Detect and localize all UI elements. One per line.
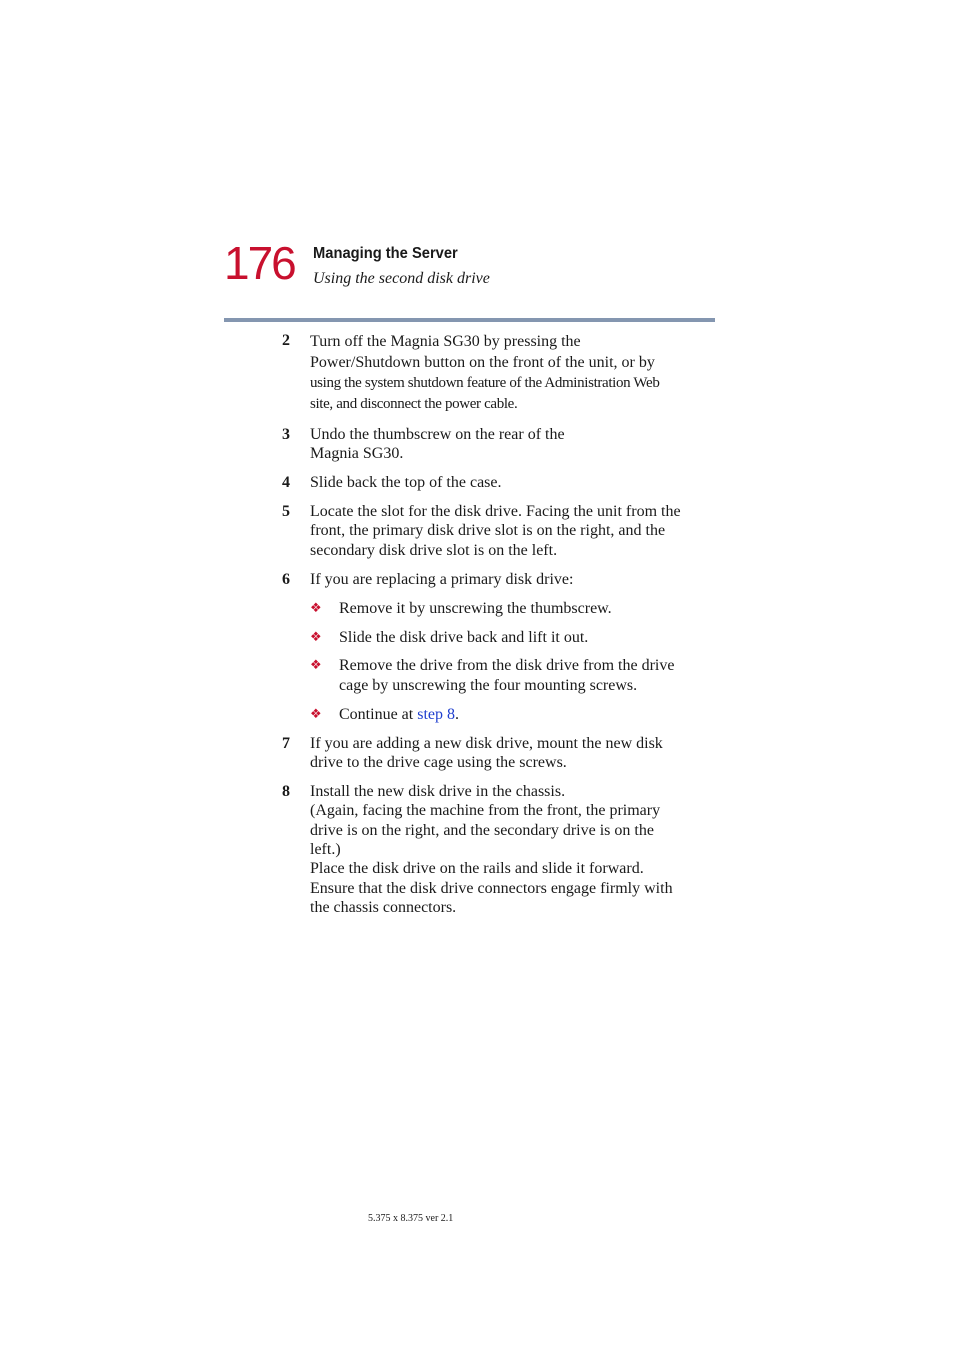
step-line: If you are adding a new disk drive, mount the new disk — [310, 734, 663, 752]
step-6 — [279, 570, 719, 589]
step-line: Slide back the top of the case. — [310, 473, 502, 491]
step-line: (Again, facing the machine from the front, the primary — [310, 802, 661, 820]
bullet-item — [310, 628, 719, 647]
step-number: 3 — [282, 425, 290, 443]
diamond-bullet-icon: ❖ — [310, 658, 322, 674]
step-number: 6 — [282, 570, 290, 588]
bullet-line: Remove the drive from the disk drive from the drive — [339, 657, 675, 675]
step-line: Undo the thumbscrew on the rear of the — [310, 425, 565, 443]
step-line: using the system shutdown feature of the Administration Web — [310, 375, 660, 391]
chapter-title: Managing the Server — [313, 245, 458, 262]
step-line: Turn off the Magnia SG30 by pressing the — [310, 333, 581, 350]
bullet-suffix: . — [455, 705, 459, 723]
diamond-bullet-icon: ❖ — [310, 629, 322, 645]
step-6-sublist — [279, 599, 719, 725]
step-number: 2 — [282, 332, 290, 349]
step-3 — [279, 425, 719, 464]
step-text — [310, 331, 719, 415]
step-4 — [279, 473, 719, 492]
bullet-prefix: Continue at — [339, 705, 418, 723]
step-line: site, and disconnect the power cable. — [310, 396, 518, 412]
step-line: drive to the drive cage using the screws. — [310, 754, 567, 772]
step-number: 4 — [282, 473, 290, 491]
step-7 — [279, 734, 719, 773]
bullet-item — [310, 656, 719, 695]
header-divider — [224, 318, 715, 322]
step-number: 5 — [282, 502, 290, 520]
step-line: front, the primary disk drive slot is on the right, and the — [310, 522, 666, 540]
instruction-list — [279, 331, 719, 927]
step-line: left.) — [310, 840, 341, 858]
step-number: 8 — [282, 783, 290, 801]
step-line: Install the new disk drive in the chassis. — [310, 783, 566, 801]
step-number: 7 — [282, 734, 290, 752]
page-number: 176 — [224, 237, 295, 289]
bullet-item — [310, 599, 719, 618]
step-text — [310, 473, 719, 492]
step-line: drive is on the right, and the secondary drive is on the — [310, 821, 654, 839]
diamond-bullet-icon: ❖ — [310, 706, 322, 722]
step-line: Locate the slot for the disk drive. Facing the unit from the — [310, 502, 681, 520]
step-line: Magnia SG30. — [310, 444, 404, 462]
bullet-line: Slide the disk drive back and lift it out. — [339, 628, 589, 646]
step-text — [310, 425, 719, 464]
step-line: If you are replacing a primary disk drive: — [310, 570, 574, 588]
page-footer: 5.375 x 8.375 ver 2.1 — [368, 1213, 454, 1224]
step-8 — [279, 782, 719, 917]
bullet-line: cage by unscrewing the four mounting screws. — [339, 676, 638, 694]
step-text — [310, 734, 719, 773]
step-5 — [279, 502, 719, 560]
bullet-item — [310, 705, 719, 724]
step-line: Ensure that the disk drive connectors engage firmly with — [310, 879, 673, 897]
bullet-line: Remove it by unscrewing the thumbscrew. — [339, 599, 612, 617]
step-8-link[interactable]: step 8 — [417, 705, 455, 723]
section-title: Using the second disk drive — [313, 270, 490, 287]
step-line: Place the disk drive on the rails and slide it forward. — [310, 860, 644, 878]
diamond-bullet-icon: ❖ — [310, 600, 322, 616]
step-line: the chassis connectors. — [310, 898, 457, 916]
step-text — [310, 502, 719, 560]
step-2 — [279, 331, 719, 415]
step-line: secondary disk drive slot is on the left. — [310, 541, 558, 559]
step-line: Power/Shutdown button on the front of the unit, or by — [310, 354, 655, 371]
step-text — [310, 570, 719, 589]
step-text — [310, 782, 719, 917]
